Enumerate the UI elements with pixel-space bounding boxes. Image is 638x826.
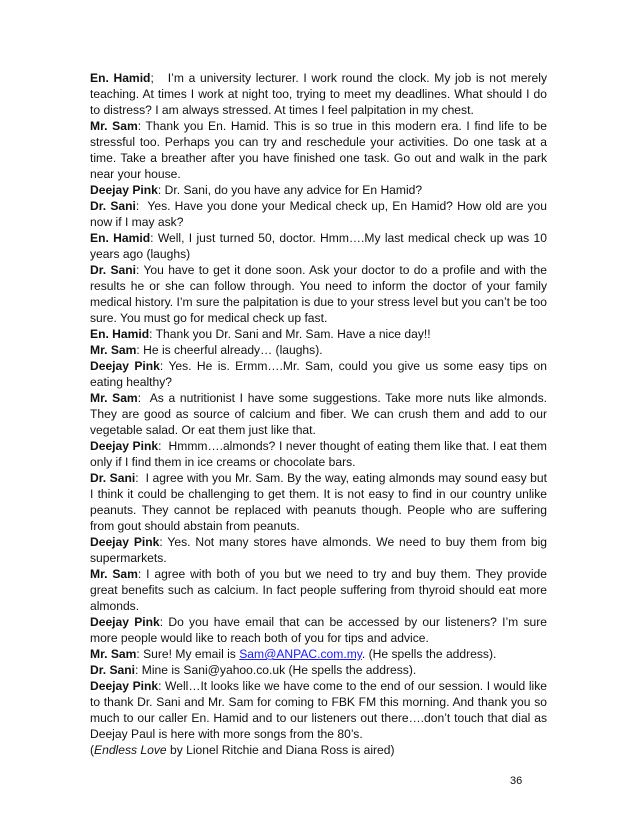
transcript-line: Deejay Pink: Yes. Not many stores have almonds. We need to buy them from big supermarkets. bbox=[90, 535, 547, 565]
spoken-text: I agree with you Mr. Sam. By the way, eating almonds may sound easy but I think it could be challenging to get them. It is not easy to find in our country unlike peanuts. They cannot be replaced with peanuts though. People who are suffering from gout should abstain from peanuts. bbox=[90, 471, 547, 533]
spoken-text: Thank you Dr. Sani and Mr. Sam. Have a nice day!! bbox=[155, 327, 431, 341]
speaker-name: Dr. Sani bbox=[90, 471, 136, 485]
transcript-line: En. Hamid; I’m a university lecturer. I work round the clock. My job is not merely teaching. At times I work at night too, trying to meet my deadlines. What should I do to distress? I am always stressed. At times I feel palpitation in my chest. bbox=[90, 71, 547, 117]
spoken-text: Thank you En. Hamid. This is so true in this modern era. I find life to be stressful too. Perhaps you can try and reschedule your activities. Do one task at a time. Take a breather after you have finished one task. Go out and walk in the park near your house. bbox=[90, 119, 547, 181]
transcript-line: Mr. Sam: I agree with both of you but we need to try and buy them. They provide great benefits such as calcium. In fact people suffering from thyroid should eat more almonds. bbox=[90, 567, 547, 613]
speaker-name: Mr. Sam bbox=[90, 119, 138, 133]
closing-line: Deejay Pink: Well…It looks like we have come to the end of our session. I would like to thank Dr. Sani and Mr. Sam for coming to FBK FM this morning. And thank you so much to our caller En. Hamid and to our listeners out there….don’t touch that dial as Deejay Paul is here with more songs from the 80’s. bbox=[90, 679, 547, 741]
transcript-line: Mr. Sam: He is cheerful already… (laughs). bbox=[90, 343, 323, 357]
speaker-name: Mr. Sam bbox=[90, 567, 138, 581]
song-title: Endless Love bbox=[94, 743, 167, 757]
speaker-name: Deejay Pink bbox=[90, 439, 159, 453]
speaker-name: Deejay Pink bbox=[90, 535, 160, 549]
spoken-text: You have to get it done soon. Ask your doctor to do a profile and with the results he or she can follow through. You need to inform the doctor of your family medical history. I’m sure the palpitation is due to your stress level but you can’t be too sure. You must go for medical check up fast. bbox=[90, 263, 547, 325]
transcript-line: En. Hamid: Thank you Dr. Sani and Mr. Sam. Have a nice day!! bbox=[90, 327, 431, 341]
spoken-text: I’m a university lecturer. I work round the clock. My job is not merely teaching. At times I work at night too, trying to meet my deadlines. What should I do to distress? I am always stressed. At times I feel palpitation in my chest. bbox=[90, 71, 547, 117]
transcript-line: Mr. Sam: Thank you En. Hamid. This is so true in this modern era. I find life to be stressful too. Perhaps you can try and reschedule your activities. Do one task at a time. Take a breather after you have finished one task. Go out and walk in the park near your house. bbox=[90, 119, 547, 181]
transcript-line: Deejay Pink: Do you have email that can be accessed by our listeners? I’m sure more people would like to reach both of you for tips and advice. bbox=[90, 615, 547, 645]
spoken-text: Hmmm….almonds? I never thought of eating them like that. I eat them only if I find them in ice creams or chocolate bars. bbox=[90, 439, 547, 469]
transcript-line: Deejay Pink: Yes. He is. Ermm….Mr. Sam, could you give us some easy tips on eating healthy? bbox=[90, 359, 547, 389]
transcript-line: Deejay Pink: Hmmm….almonds? I never thought of eating them like that. I eat them only if I find them in ice creams or chocolate bars. bbox=[90, 439, 547, 469]
spoken-text: Dr. Sani, do you have any advice for En Hamid? bbox=[164, 183, 423, 197]
transcript-line: Mr. Sam: As a nutritionist I have some suggestions. Take more nuts like almonds. They are good as source of calcium and fiber. We can crush them and add to our vegetable salad. Or eat them just like that. bbox=[90, 391, 547, 437]
spoken-text: Yes. He is. Ermm….Mr. Sam, could you give us some easy tips on eating healthy? bbox=[90, 359, 547, 389]
transcript-line: Deejay Pink: Dr. Sani, do you have any advice for En Hamid? bbox=[90, 183, 423, 197]
speaker-name: En. Hamid bbox=[90, 231, 151, 245]
spoken-text: He is cheerful already… (laughs). bbox=[143, 343, 323, 357]
sani-email-line: Dr. Sani: Mine is Sani@yahoo.co.uk (He spells the address). bbox=[90, 663, 417, 677]
spoken-text: As a nutritionist I have some suggestions. Take more nuts like almonds. They are good as source of calcium and fiber. We can crush them and add to our vegetable salad. Or eat them just like that. bbox=[90, 391, 547, 437]
speaker-name: Mr. Sam bbox=[90, 343, 137, 357]
speaker-name: Mr. Sam bbox=[90, 391, 138, 405]
page-number: 36 bbox=[510, 775, 523, 787]
transcript-line: En. Hamid: Well, I just turned 50, doctor. Hmm….My last medical check up was 10 years ago (laughs) bbox=[90, 231, 547, 261]
transcript-line: Dr. Sani: Yes. Have you done your Medical check up, En Hamid? How old are you now if I may ask? bbox=[90, 199, 547, 229]
speaker-name: En. Hamid bbox=[90, 327, 150, 341]
speaker-name: Deejay Pink bbox=[90, 183, 158, 197]
spoken-text: Yes. Have you done your Medical check up, En Hamid? How old are you now if I may ask? bbox=[90, 199, 547, 229]
speaker-name: Deejay Pink bbox=[90, 679, 159, 693]
song-note: (Endless Love by Lionel Ritchie and Diana Ross is aired) bbox=[90, 743, 395, 757]
speaker-name: Mr. Sam bbox=[90, 647, 137, 661]
speaker-name: Deejay Pink bbox=[90, 615, 160, 629]
speaker-name: Dr. Sani bbox=[90, 263, 136, 277]
spoken-text: Yes. Not many stores have almonds. We need to buy them from big supermarkets. bbox=[90, 535, 547, 565]
sam-email-line: Mr. Sam: Sure! My email is Sam@ANPAC.com.my. (He spells the address). bbox=[90, 647, 497, 661]
transcript-body bbox=[90, 70, 547, 758]
email-link[interactable]: Sam@ANPAC.com.my bbox=[239, 647, 362, 661]
speaker-name: Dr. Sani bbox=[90, 199, 136, 213]
speaker-name: Deejay Pink bbox=[90, 359, 160, 373]
transcript-line: Dr. Sani: I agree with you Mr. Sam. By the way, eating almonds may sound easy but I think it could be challenging to get them. It is not easy to find in our country unlike peanuts. They cannot be replaced with peanuts though. People who are suffering from gout should abstain from peanuts. bbox=[90, 471, 547, 533]
speaker-name: En. Hamid bbox=[90, 71, 151, 85]
spoken-text: I agree with both of you but we need to try and buy them. They provide great benefits such as calcium. In fact people suffering from thyroid should eat more almonds. bbox=[90, 567, 547, 613]
transcript-line: Dr. Sani: You have to get it done soon. Ask your doctor to do a profile and with the results he or she can follow through. You need to inform the doctor of your family medical history. I’m sure the palpitation is due to your stress level but you can’t be too sure. You must go for medical check up fast. bbox=[90, 263, 547, 325]
spoken-text: Well, I just turned 50, doctor. Hmm….My last medical check up was 10 years ago (laughs) bbox=[90, 231, 547, 261]
transcript-lines bbox=[90, 70, 547, 646]
speaker-name: Dr. Sani bbox=[90, 663, 136, 677]
spoken-text: Do you have email that can be accessed by our listeners? I’m sure more people would like to reach both of you for tips and advice. bbox=[90, 615, 547, 645]
